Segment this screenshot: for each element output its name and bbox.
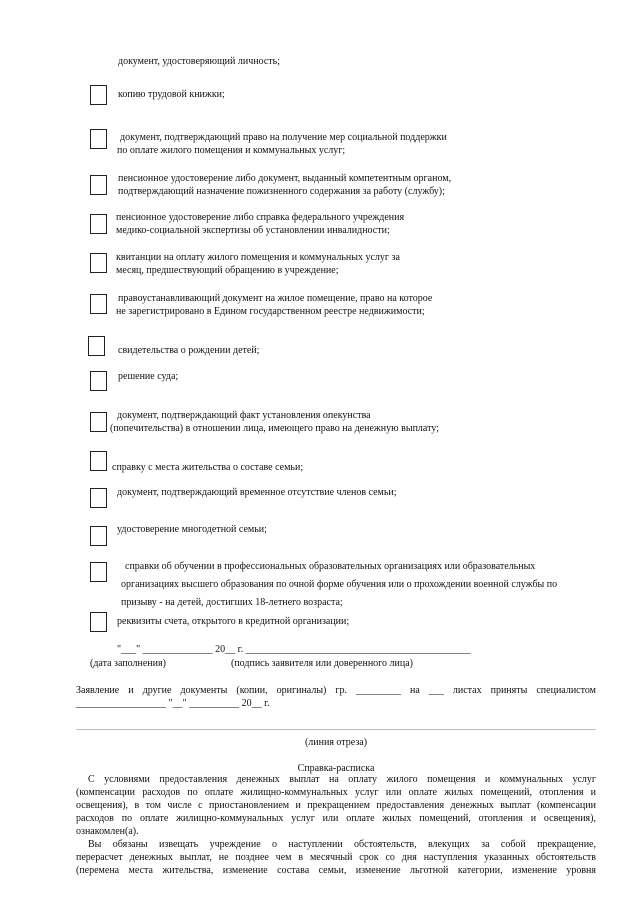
item-title-doc-label-1: правоустанавливающий документ на жилое помещение, право на которое — [118, 293, 433, 304]
item-pension-label-1: пенсионное удостоверение либо документ, выданный компетентным органом, — [118, 173, 452, 184]
receipt-title: Справка-расписка — [297, 763, 375, 774]
item-disability-label-1: пенсионное удостоверение либо справка федерального учреждения — [116, 212, 405, 223]
item-workbook-label: копию трудовой книжки; — [118, 89, 225, 100]
receipt-p1-line-2: (компенсации расходов по оплате жилищно-коммунальных услуг или оплате жилых помещений, отопления и — [76, 787, 596, 798]
receipt-p1-line-3: освещения), в том числе с приостановлением и прекращением предоставления денежных выплат (компенсации — [76, 800, 596, 811]
receipt-p2-line-2: перерасчет денежных выплат, не позднее чем в месячный срок со дня наступления указанных обстоятельств — [76, 852, 596, 863]
date-signature-line[interactable]: "___" ______________ 20__ г. _____________________________________________ — [117, 644, 471, 655]
checkbox-receipts[interactable] — [90, 253, 107, 273]
item-title-doc-label-2: не зарегистрировано в Едином государственном реестре недвижимости; — [116, 306, 425, 317]
item-court-label: решение суда; — [118, 371, 179, 382]
item-social-label-2: по оплате жилого помещения и коммунальных услуг; — [117, 145, 346, 156]
item-study-label-2: организациях высшего образования по очной форме обучения или о прохождении военной службы по — [121, 579, 558, 590]
receipt-p1-line-4: расходов по оплате жилищно-коммунальных услуг или оплате жилых помещений, отопления и освещения), — [76, 813, 596, 824]
item-large-family-label: удостоверение многодетной семьи; — [117, 524, 267, 535]
cut-line — [76, 729, 596, 730]
checkbox-large-family[interactable] — [90, 526, 107, 546]
date-caption: (дата заполнения) — [90, 658, 166, 669]
cut-line-label: (линия отреза) — [304, 737, 368, 748]
item-birth-label: свидетельства о рождении детей; — [118, 345, 260, 356]
item-disability-label-2: медико-социальной экспертизы об установлении инвалидности; — [116, 225, 390, 236]
item-receipts-label-2: месяц, предшествующий обращению в учреждение; — [116, 265, 339, 276]
item-study-label-1: справки об обучении в профессиональных образовательных организациях или образовательных — [125, 561, 536, 572]
checkbox-disability[interactable] — [90, 214, 107, 234]
signature-caption: (подпись заявителя или доверенного лица) — [231, 658, 413, 669]
checkbox-bank-details[interactable] — [90, 612, 107, 632]
checkbox-birth-certificates[interactable] — [88, 336, 105, 356]
receipt-p2-line-1: Вы обязаны извещать учреждение о наступлении обстоятельств, влекущих за собой прекращение, — [88, 839, 596, 850]
checkbox-workbook[interactable] — [90, 85, 107, 105]
item-study-label-3: призыву - на детей, достигших 18-летнего возраста; — [121, 597, 343, 608]
receipt-p1-line-1: С условиями предоставления денежных выплат на оплату жилого помещения и коммунальных услуг — [88, 774, 596, 785]
checkbox-social-support[interactable] — [90, 129, 107, 149]
checkbox-guardianship[interactable] — [90, 412, 107, 432]
checkbox-temporary-absence[interactable] — [90, 488, 107, 508]
item-social-label-1: документ, подтверждающий право на получение мер социальной поддержки — [120, 132, 447, 143]
item-receipts-label-1: квитанции на оплату жилого помещения и коммунальных услуг за — [116, 252, 400, 263]
item-guardian-label-1: документ, подтверждающий факт установления опекунства — [117, 410, 371, 421]
accepted-line-2: __________________ "__" __________ 20__ г. — [76, 698, 270, 709]
checkbox-pension-certificate[interactable] — [90, 175, 107, 195]
receipt-p2-line-3: (перемена места жительства, изменение состава семьи, изменение льготной категории, изменение уровня — [76, 865, 596, 876]
item-absence-label: документ, подтверждающий временное отсутствие членов семьи; — [117, 487, 397, 498]
receipt-p1-line-5: ознакомлен(а). — [76, 826, 139, 837]
checkbox-residence[interactable] — [90, 451, 107, 471]
item-pension-label-2: подтверждающий назначение пожизненного содержания за работу (службу); — [118, 186, 445, 197]
item-guardian-label-2: (попечительства) в отношении лица, имеющего право на денежную выплату; — [110, 423, 439, 434]
checkbox-title-document[interactable] — [90, 294, 107, 314]
item-bank-label: реквизиты счета, открытого в кредитной организации; — [117, 616, 350, 627]
item-identity-label: документ, удостоверяющий личность; — [118, 56, 280, 67]
accepted-line-1: Заявление и другие документы (копии, оригиналы) гр. _________ на ___ листах приняты специалистом — [76, 685, 596, 696]
item-residence-label: справку с места жительства о составе семьи; — [112, 462, 304, 473]
checkbox-study-certificates[interactable] — [90, 562, 107, 582]
checkbox-court-decision[interactable] — [90, 371, 107, 391]
